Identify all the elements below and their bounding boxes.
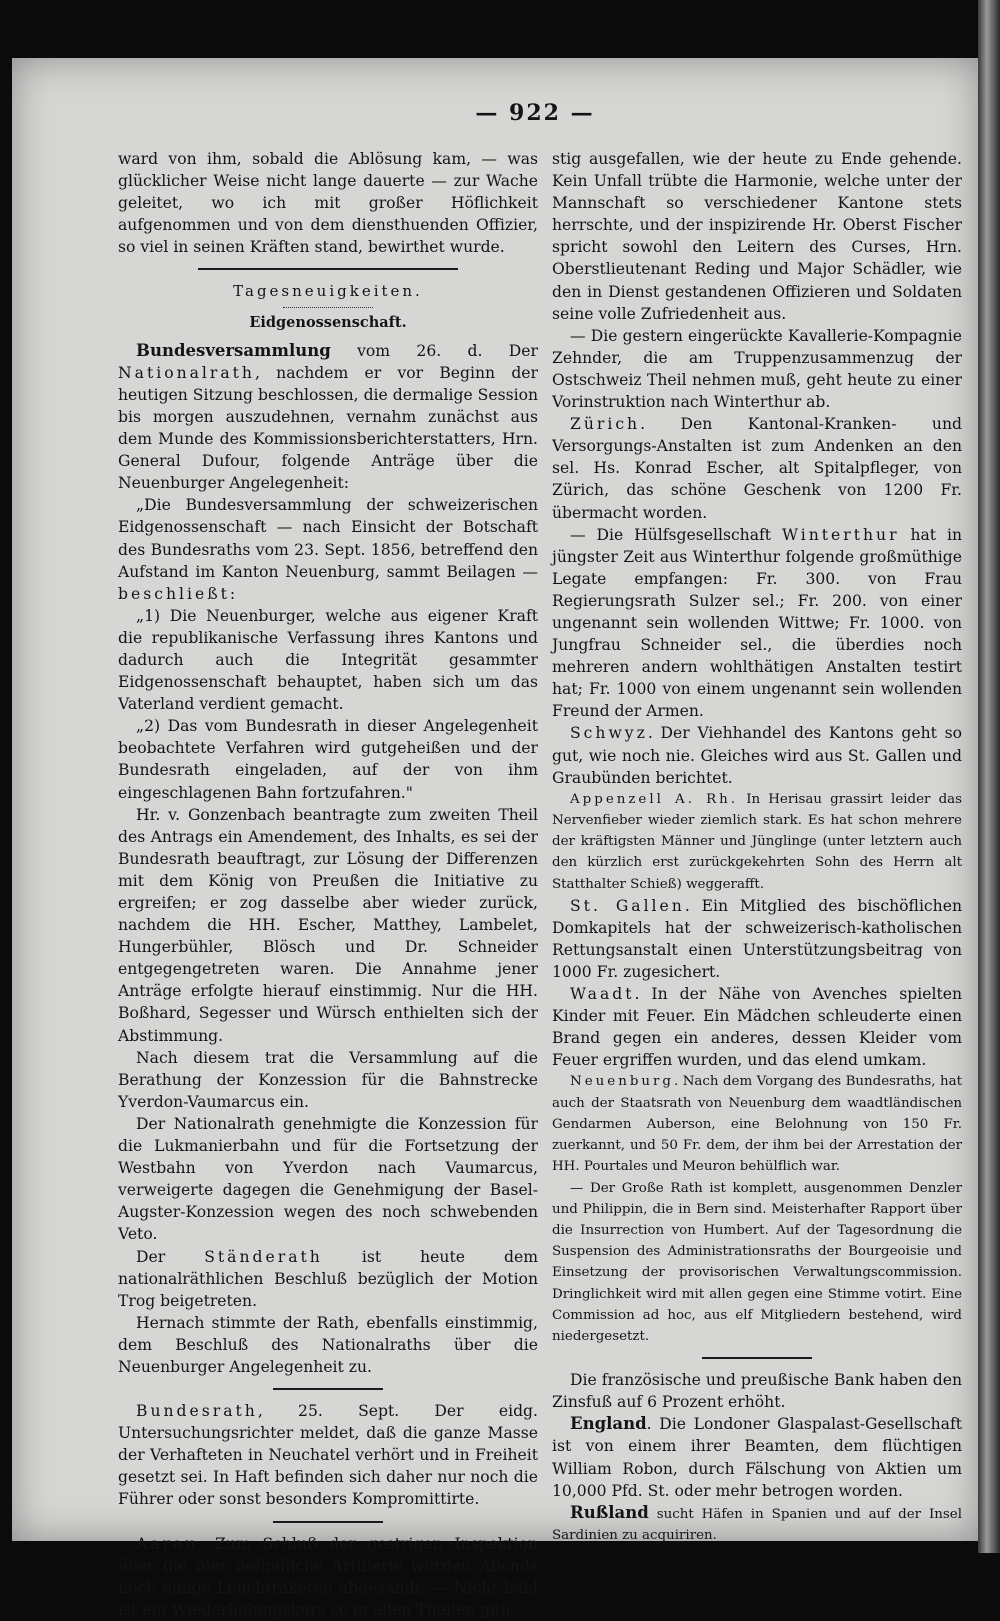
paragraph: Schwyz. Der Viehhandel des Kantons geht so gut, wie noch nie. Gleiches wird aus St. Gallen und Graubünden berichtet. bbox=[552, 724, 962, 787]
paragraph: „1) Die Neuenburger, welche aus eigener Kraft die republikanische Verfassung ihres Kantons und dadurch auch die Integrität gesammter Eidgenossenschaft behauptet, haben sich um das Vaterland verdient gemacht. bbox=[118, 606, 538, 714]
section-subheading: Eidgenossenschaft. bbox=[249, 313, 407, 331]
divider bbox=[702, 1357, 812, 1359]
headline-term: Rußland bbox=[570, 1502, 649, 1522]
spaced-term: Ständerath bbox=[204, 1247, 323, 1266]
paragraph: Waadt. In der Nähe von Avenches spielten Kinder mit Feuer. Ein Mädchen schleuderte einen Brand gegen ein anderes, dessen Kleider vom Feuer ergriffen wurden, und das elend umkam. bbox=[552, 985, 962, 1070]
paragraph: Die französische und preußische Bank haben den Zinsfuß auf 6 Prozent erhöht. bbox=[552, 1371, 962, 1412]
spaced-term: Waadt bbox=[570, 985, 635, 1004]
paragraph: Appenzell A. Rh. In Herisau grassirt leider das Nervenfieber wieder ziemlich stark. Es hat schon mehrere der kräftigsten Männer und Jünglinge (unter letztern auch den kürzlich erst zurückgekehrten Sohn des Herrn alt Statthalter Schieß) weggerafft. bbox=[552, 791, 963, 892]
spaced-term: Aarau bbox=[136, 1534, 199, 1553]
divider bbox=[198, 268, 458, 270]
spaced-term: Bundesrath bbox=[136, 1402, 258, 1421]
spaced-term: Schwyz bbox=[570, 724, 648, 743]
paragraph: Aarau. Zum Schluß der gestrigen Inspektion über die hier befindliche Artillerie wurden Abends noch einige Leuchtraketen abgesandt. — Nicht bald ist ein Wiederholungskurs so in allen Theilen gün- bbox=[118, 1534, 538, 1619]
headline-term: Bundesversammlung bbox=[136, 340, 331, 360]
paragraph: Bundesversammlung vom 26. d. Der Nationalrath, nachdem er vor Beginn der heutigen Sitzung beschlossen, die dermalige Session bis morgen auszudehnen, vernahm zunächst aus dem Munde des Kommissionsberichterstatters, Hrn. General Dufour, folgende Anträge über die Neuenburger Angelegenheit: bbox=[118, 340, 538, 493]
paragraph: „Die Bundesversammlung der schweizerischen Eidgenossenschaft — nach Einsicht der Botschaft des Bundesraths vom 23. Sept. 1856, betreffend den Aufstand im Kanton Neuenburg, sammt Beilagen — beschließt: bbox=[118, 496, 538, 603]
divider bbox=[273, 1388, 383, 1390]
paragraph: — Die gestern eingerückte Kavallerie-Kompagnie Zehnder, die am Truppenzusammenzug der Ostschweiz Theil nehmen muß, geht heute zu einer Vorinstruktion nach Winterthur ab. bbox=[552, 326, 962, 412]
paragraph: stig ausgefallen, wie der heute zu Ende gehende. Kein Unfall trübte die Harmonie, welche unter der Mannschaft so verschiedener Kantone stets herrschte, und der inspizirende Hr. Oberst Fischer spricht sowohl den Leitern des Curses, Hrn. Oberstlieutenant Reding und Major Schädler, wie den in Dienst gestandenen Offizieren und Soldaten seine volle Zufriedenheit aus. bbox=[552, 150, 962, 323]
paragraph: ward von ihm, sobald die Ablösung kam, — was glücklicher Weise nicht lange dauerte — zur Wache geleitet, wo ich mit großer Höflichkeit aufgenommen und von dem diensthuenden Offizier, so viel in seinen Kräften stand, bewirthet wurde. bbox=[118, 150, 538, 257]
paragraph: Nach diesem trat die Versammlung auf die Berathung der Konzession für die Bahnstrecke Yverdon-Vaumarcus ein. bbox=[118, 1048, 538, 1111]
divider bbox=[273, 1521, 383, 1523]
paragraph: Der Ständerath ist heute dem nationalräthlichen Beschluß bezüglich der Motion Trog beigetreten. bbox=[118, 1247, 538, 1310]
spaced-term: beschließt: bbox=[118, 584, 239, 603]
adjacent-page-edge bbox=[978, 0, 1000, 1553]
dotted-divider bbox=[283, 307, 373, 308]
paragraph: Bundesrath, 25. Sept. Der eidg. Untersuchungsrichter meldet, daß die ganze Masse der Verhafteten in Neuchatel verhört und in Freiheit gesetzt sei. In Haft befinden sich daher nur noch die Führer oder sonst besonders Kompromittirte. bbox=[118, 1402, 538, 1509]
page-number: — 922 — bbox=[475, 100, 595, 126]
spaced-term: Nationalrath bbox=[118, 363, 255, 382]
spaced-term: St. Gallen bbox=[570, 896, 685, 915]
left-column bbox=[118, 148, 538, 1621]
paragraph: Der Nationalrath genehmigte die Konzession für die Lukmanierbahn und für die Fortsetzung der Westbahn von Yverdon nach Vaumarcus, verweigerte dagegen die Genehmigung der Basel-Augster-Konzession wegen des noch schwebenden Veto. bbox=[118, 1114, 538, 1244]
headline-term: England bbox=[570, 1414, 647, 1434]
paragraph: Hernach stimmte der Rath, ebenfalls einstimmig, dem Beschluß des Nationalraths über die Neuenburger Angelegenheit zu. bbox=[118, 1313, 538, 1376]
section-heading: Tagesneuigkeiten. bbox=[233, 282, 423, 301]
paragraph: Neuenburg. Nach dem Vorgang des Bundesraths, hat auch der Staatsrath von Neuenburg dem waadtländischen Gendarmen Auberson, eine Belohnung von 150 Fr. zuerkannt, und 50 Fr. dem, der ihm bei der Arrestation der HH. Pourtales und Meuron behülflich war. bbox=[552, 1074, 962, 1175]
spaced-term: Neuenburg bbox=[570, 1074, 674, 1090]
paragraph: Zürich. Den Kantonal-Kranken- und Versorgungs-Anstalten ist zum Andenken an den sel. Hs. Konrad Escher, alt Spitalpfleger, von Zürich, das schöne Geschenk von 1200 Fr. übermacht worden. bbox=[552, 415, 962, 522]
right-column bbox=[552, 148, 962, 1546]
paragraph: — Der Große Rath ist komplett, ausgenommen Denzler und Philippin, die in Bern sind. Meisterhafter Rapport über die Insurrection von Humbert. Auf der Tagesordnung die Suspension des Administrationsraths der Bourgeoisie und Einsetzung der provisorischen Verwaltungscommission. Dringlichkeit wird mit allen gegen eine Stimme votirt. Eine Commission ad hoc, aus elf Mitgliedern bestehend, wird niedergesetzt. bbox=[552, 1180, 962, 1344]
paragraph: Hr. v. Gonzenbach beantragte zum zweiten Theil des Antrags ein Amendement, des Inhalts, es sei der Bundesrath beauftragt, zur Lösung der Differenzen mit dem König von Preußen die Initiative zu ergreifen; er zog dasselbe aber wieder zurück, nachdem die HH. Escher, Matthey, Lambelet, Hungerbühler, Blösch und Dr. Schneider entgegengetreten waren. Die Annahme jener Anträge erfolgte hierauf einstimmig. Nur die HH. Boßhard, Segesser und Würsch enthielten sich der Abstimmung. bbox=[118, 805, 538, 1045]
paragraph: „2) Das vom Bundesrath in dieser Angelegenheit beobachtete Verfahren wird gutgeheißen und der Bundesrath eingeladen, auf der von ihm eingeschlagenen Bahn fortzufahren." bbox=[118, 717, 538, 802]
paragraph: England. Die Londoner Glaspalast-Gesellschaft ist von einem ihrer Beamten, dem flüchtigen William Robon, durch Fälschung von Aktien um 10,000 Pfd. St. oder mehr betrogen worden. bbox=[552, 1414, 962, 1500]
spaced-term: Appenzell A. Rh. bbox=[570, 791, 739, 807]
spaced-term: Zürich bbox=[570, 415, 641, 434]
paragraph: Rußland sucht Häfen in Spanien und auf der Insel Sardinien zu acquiriren. bbox=[552, 1502, 962, 1543]
paragraph: St. Gallen. Ein Mitglied des bischöflichen Domkapitels hat der schweizerisch-katholischen Rettungsanstalt einen Unterstützungsbeitrag von 1000 Fr. zugesichert. bbox=[552, 896, 962, 982]
paragraph: — Die Hülfsgesellschaft Winterthur hat in jüngster Zeit aus Winterthur folgende großmüthige Legate empfangen: Fr. 300. von Frau Regierungsrath Sulzer sel.; Fr. 200. von einer ungenannt sein wollenden Wittwe; Fr. 1000. von Jungfrau Schneider sel., die überdies noch mehreren andern wohlthätigen Anstalten testirt hat; Fr. 1000 von einem ungenannt sein wollenden Freund der Armen. bbox=[552, 525, 962, 721]
spaced-term: Winterthur bbox=[781, 525, 900, 544]
